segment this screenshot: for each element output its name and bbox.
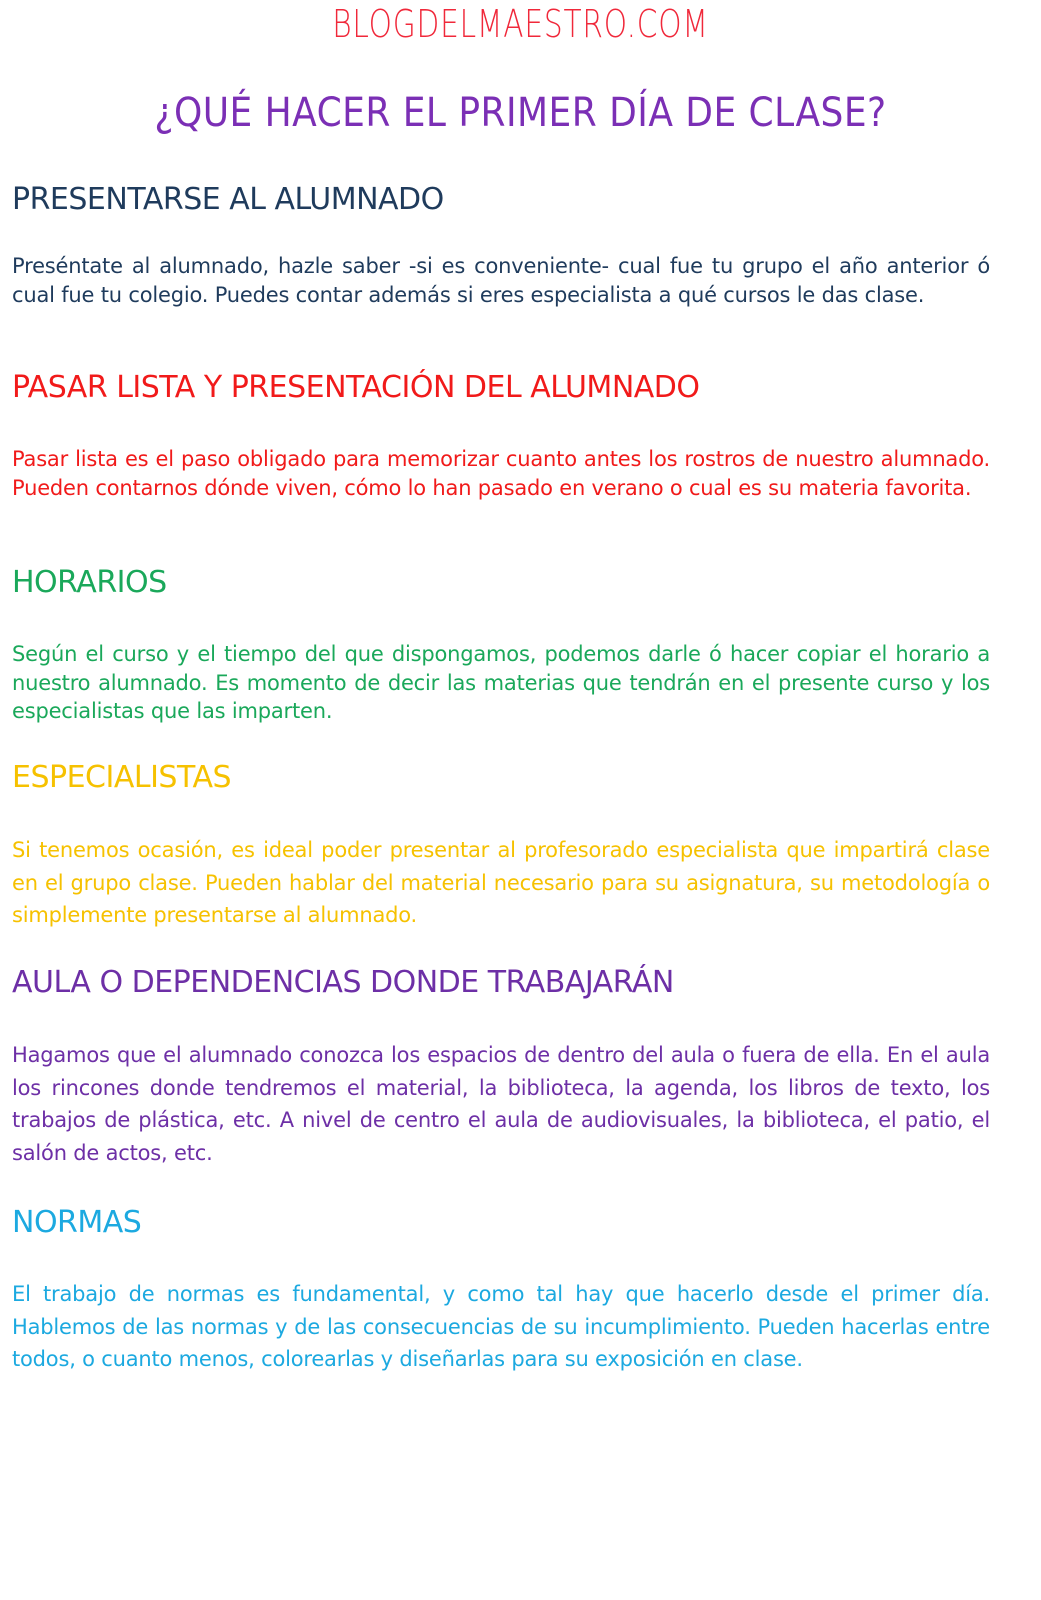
- section-body: Pasar lista es el paso obligado para memorizar cuanto antes los rostros de nuestro alumnado. Pueden contarnos dónde viven, cómo lo han pasado en verano o cual es su materia favorita.: [12, 447, 990, 500]
- site-name: BLOGDELMAESTRO.COM: [332, 2, 709, 46]
- section-heading: HORARIOS: [12, 565, 167, 600]
- section-normas: [12, 1205, 1009, 1371]
- section-heading: AULA O DEPENDENCIAS DONDE TRABAJARÁN: [12, 965, 674, 1000]
- section-especialistas: [12, 760, 1009, 927]
- section-body: Preséntate al alumnado, hazle saber -si es conveniente- cual fue tu grupo el año anterior ó cual fue tu colegio. Puedes contar además si eres especialista a qué cursos le das clase.: [12, 254, 990, 307]
- section-aula: [12, 965, 1009, 1165]
- section-horarios: [12, 565, 1009, 723]
- section-heading: NORMAS: [12, 1205, 142, 1240]
- section-heading: PASAR LISTA Y PRESENTACIÓN DEL ALUMNADO: [12, 370, 700, 405]
- section-body: Hagamos que el alumnado conozca los espacios de dentro del aula o fuera de ella. En el aula los rincones donde tendremos el material, la biblioteca, la agenda, los libros de texto, los trabajos de plástica, etc. A nivel de centro el aula de audiovisuales, la biblioteca, el patio, el salón de actos, etc.: [12, 1043, 990, 1165]
- section-body: Si tenemos ocasión, es ideal poder presentar al profesorado especialista que impartirá clase en el grupo clase. Pueden hablar del material necesario para su asignatura, su metodología o simplemente presentarse al alumnado.: [12, 838, 990, 927]
- section-presentarse: [12, 182, 1009, 307]
- section-pasar-lista: [12, 370, 1009, 500]
- section-heading: ESPECIALISTAS: [12, 760, 232, 795]
- section-body: Según el curso y el tiempo del que dispongamos, podemos darle ó hacer copiar el horario a nuestro alumnado. Es momento de decir las materias que tendrán en el presente curso y los especialistas que las imparten.: [12, 642, 990, 723]
- page-title: ¿QUÉ HACER EL PRIMER DÍA DE CLASE?: [154, 90, 887, 136]
- section-heading: PRESENTARSE AL ALUMNADO: [12, 182, 444, 217]
- section-body: El trabajo de normas es fundamental, y como tal hay que hacerlo desde el primer día. Hablemos de las normas y de las consecuencias de su incumplimiento. Pueden hacerlas entre todos, o cuanto menos, colorearlas y diseñarlas para su exposición en clase.: [12, 1282, 990, 1371]
